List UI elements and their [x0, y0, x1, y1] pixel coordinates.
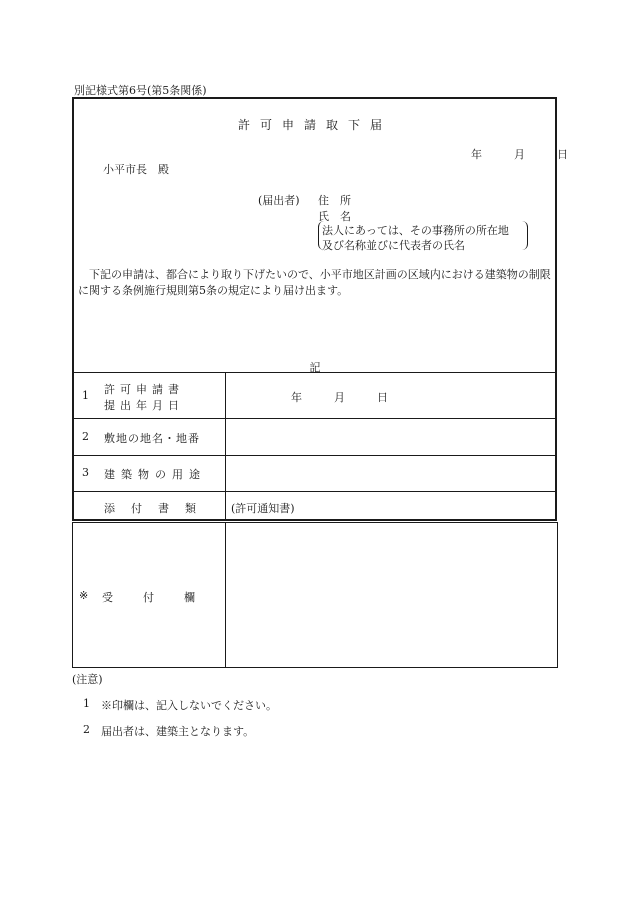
row2-label: 敷地の地名・地番 — [104, 432, 200, 445]
table-row-divider — [72, 455, 557, 456]
date-year-label: 年 — [471, 148, 482, 161]
reception-label-c: 欄 — [184, 591, 195, 604]
date-day-label: 日 — [557, 148, 568, 161]
addressee: 小平市長 殿 — [103, 163, 169, 176]
applicant-address-label: 住 所 — [318, 194, 351, 207]
form-number-label: 別記様式第6号(第5条関係) — [74, 84, 207, 97]
note-1-text: ※印欄は、記入しないでください。 — [101, 699, 277, 712]
row1-day-label: 日 — [377, 391, 388, 404]
note-2-text: 届出者は、建築主となります。 — [101, 725, 255, 738]
row1-month-label: 月 — [334, 391, 345, 404]
row1-label-line1: 許可申請書 — [104, 383, 184, 396]
table-top-rule — [72, 372, 557, 373]
reception-column-divider — [225, 522, 226, 668]
date-month-label: 月 — [514, 148, 525, 161]
note-2-number: 2 — [83, 723, 90, 736]
row3-label: 建築物の用途 — [104, 468, 206, 481]
applicant-role-label: (届出者) — [258, 194, 300, 207]
reception-label-b: 付 — [143, 591, 154, 604]
row1-year-label: 年 — [291, 391, 302, 404]
row1-number: 1 — [82, 389, 89, 402]
row4-label: 添付書類 — [104, 502, 212, 515]
submission-date — [471, 146, 568, 162]
table-row-divider — [72, 418, 557, 419]
corporate-note-line1: 法人にあっては、その事務所の所在地 — [322, 224, 509, 237]
reception-label-a: 受 — [102, 591, 113, 604]
notes-heading: (注意) — [72, 673, 103, 686]
form-title: 許可申請取下届 — [237, 118, 392, 132]
table-column-divider — [225, 372, 226, 521]
row4-value: (許可通知書) — [231, 502, 295, 515]
corporate-note-line2: 及び名称並びに代表者の氏名 — [322, 239, 465, 252]
reception-mark: ※ — [79, 589, 89, 602]
declaration-text: 下記の申請は、都合により取り下げたいので、小平市地区計画の区域内における建築物の制限に関する条例施行規則第5条の規定により届け出ます。 — [78, 268, 551, 297]
note-1-number: 1 — [83, 697, 90, 710]
row1-label-line2: 提出年月日 — [104, 399, 184, 412]
row2-number: 2 — [82, 430, 89, 443]
applicant-name-label: 氏 名 — [318, 210, 351, 223]
row3-number: 3 — [82, 466, 89, 479]
ki-heading: 記 — [309, 361, 321, 374]
table-row-divider — [72, 491, 557, 492]
row1-value-date — [291, 389, 388, 405]
